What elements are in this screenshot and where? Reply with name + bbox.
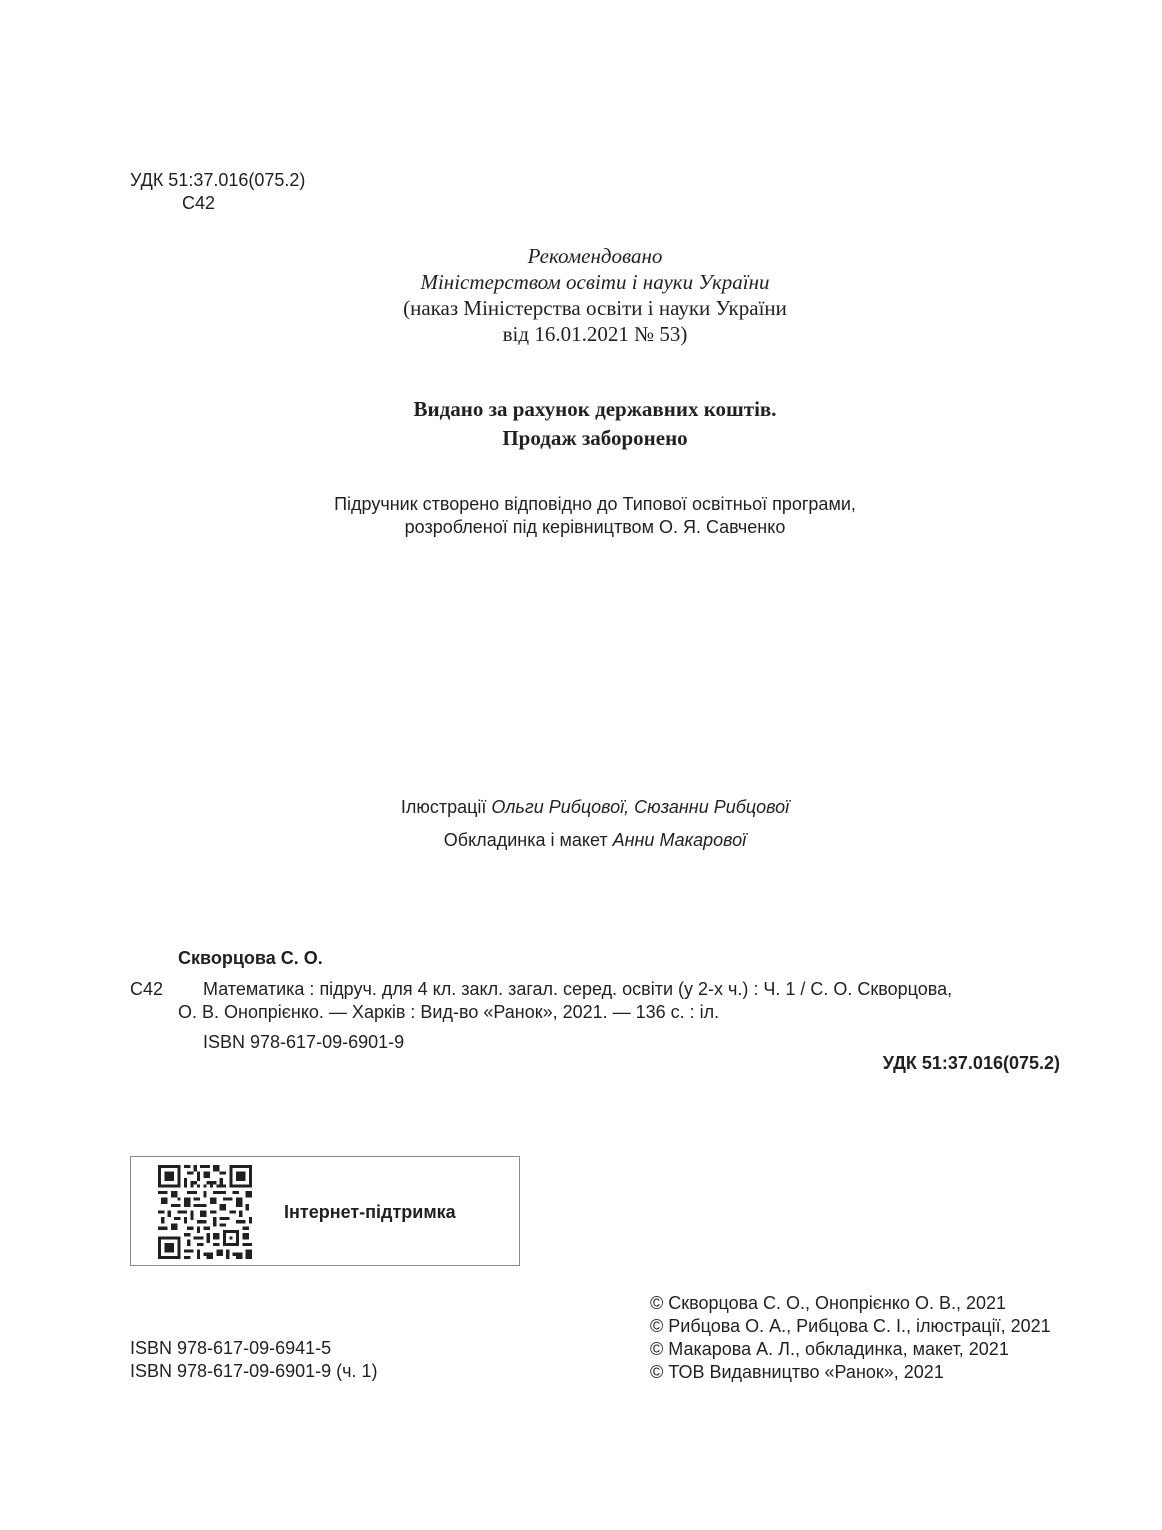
catalog-line-2: О. В. Онопрієнко. — Харків : Вид-во «Ранок», 2021. — 136 с. : іл. — [178, 1002, 720, 1022]
catalog-code: С42 — [130, 979, 164, 999]
copyright-block — [650, 1292, 1051, 1384]
illustrations-credit — [230, 796, 960, 819]
illustrations-names: Ольги Рибцової, Сюзанни Рибцової — [491, 797, 790, 817]
cover-credit — [230, 829, 960, 852]
catalog-description — [178, 978, 1068, 1024]
recommendation-line-2: Міністерством освіти і науки України — [420, 270, 770, 294]
program-line-2: розробленої під керівництвом О. Я. Савченко — [404, 517, 786, 537]
illustrations-label: Ілюстрації — [400, 797, 492, 817]
internet-support-label: Інтернет-підтримка — [284, 1202, 456, 1222]
program-note — [230, 493, 960, 539]
program-line-1: Підручник створено відповідно до Типової освітньої програми, — [334, 494, 856, 514]
catalog-line-1: Математика : підруч. для 4 кл. закл. загал. серед. освіти (у 2-х ч.) : Ч. 1 / С. О. Скворцова, — [203, 979, 953, 999]
copyright-line: © Рибцова О. А., Рибцова С. І., ілюстрації, 2021 — [650, 1316, 1051, 1336]
udk-top-author-code: С42 — [182, 193, 216, 213]
udk-top-block — [130, 169, 305, 215]
copyright-line: © ТОВ Видавництво «Ранок», 2021 — [650, 1362, 944, 1382]
funding-line-2: Продаж заборонено — [502, 426, 688, 450]
isbn-line-1: ISBN 978-617-09-6941-5 — [130, 1338, 332, 1358]
isbn-block — [130, 1337, 378, 1383]
isbn-line-2: ISBN 978-617-09-6901-9 (ч. 1) — [130, 1361, 378, 1381]
recommendation-line-3: (наказ Міністерства освіти і науки України — [403, 296, 787, 320]
cover-label: Обкладинка і макет — [443, 830, 613, 850]
copyright-line: © Макарова А. Л., обкладинка, макет, 2021 — [650, 1339, 1009, 1359]
udk-top-code: УДК 51:37.016(075.2) — [130, 170, 306, 190]
recommendation-block — [250, 243, 940, 347]
recommendation-line-1: Рекомендовано — [527, 244, 663, 268]
internet-support-box — [130, 1156, 520, 1266]
qr-code-icon[interactable] — [158, 1165, 252, 1259]
catalog-udk: УДК 51:37.016(075.2) — [882, 1053, 1060, 1073]
recommendation-line-4: від 16.01.2021 № 53) — [502, 322, 688, 346]
catalog-author: Скворцова С. О. — [178, 948, 323, 968]
funding-notice — [250, 395, 940, 453]
catalog-isbn: ISBN 978-617-09-6901-9 — [203, 1032, 405, 1052]
funding-line-1: Видано за рахунок державних коштів. — [413, 397, 777, 421]
copyright-line: © Скворцова С. О., Онопрієнко О. В., 2021 — [650, 1293, 1006, 1313]
cover-name: Анни Макарової — [612, 830, 747, 850]
